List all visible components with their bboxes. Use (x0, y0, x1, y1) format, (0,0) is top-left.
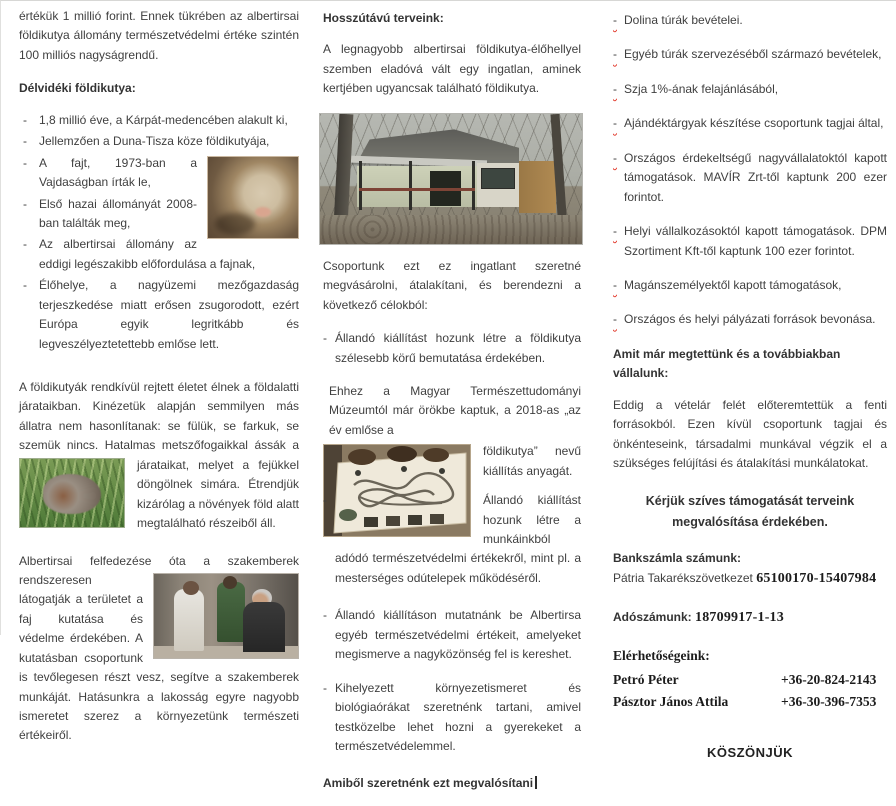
thank-you-text: KÖSZÖNJÜK (706, 745, 794, 761)
molerat-in-grass-photo (19, 458, 125, 528)
column-middle (323, 9, 581, 806)
bullet-dash-misspelled: - (613, 312, 617, 327)
museum-wrap-with-photo (323, 442, 581, 602)
porch-post (409, 161, 412, 210)
contact-block (613, 645, 887, 712)
bullet-dash: - (23, 134, 27, 149)
funding-item (613, 80, 887, 99)
list-item (19, 154, 299, 193)
heading-funding-sources (323, 774, 581, 793)
cottage-property-photo (319, 113, 583, 245)
bullet-dash-misspelled: - (613, 81, 617, 96)
purchase-paragraph: Csoportunk ezt ez ingatlant szeretné megvásárolni, átalakítani, és berendezni a következő célokból: (323, 258, 581, 312)
bullet-dash-misspelled: - (613, 150, 617, 165)
intro-paragraph: értékük 1 millió forint. Ennek tükrében az albertirsai földikutya állomány természetvédelmi értéke szintén 100 milliós nagyságrendű. (19, 9, 299, 62)
bullet-dash: - (23, 196, 27, 211)
contact-phone: +36-20-824-2143 (781, 672, 877, 688)
person-head (223, 576, 237, 589)
funding-item-text: Országos és helyi pályázati források bevonása. (624, 312, 876, 327)
tax-number: 18709917-1-13 (695, 609, 784, 625)
list-item-text: Az albertirsai állomány az eddigi legészakibb előfordulása a fajnak, (39, 237, 256, 271)
list-wrap-with-photo (19, 154, 299, 356)
museum-paragraph-end: földikutya” nevű kiállítás anyagát. (483, 444, 581, 478)
plan-bullet-other-values (323, 606, 581, 664)
hidden-life-paragraph (19, 378, 299, 534)
paragraph-text: látogatják a területet a faj kutatása és védelme érdekében. A kutatásban csoportunk is tevőlegesen részt vesz, segítve a szakemberek munkáját. Hatásunkra a lakosság egyre nagyobb ismeretet szerez a környezetünk természeti értékeiről. (19, 592, 299, 743)
funding-item-text: Szja 1%-ának felajánlásából, (624, 81, 779, 96)
column-right (613, 11, 887, 777)
person-head (183, 581, 199, 595)
list-item-text: 1,8 millió éve, a Kárpát-medencében alakult ki, (39, 112, 288, 127)
bank-account-number: 65100170-15407984 (756, 571, 877, 587)
funding-item-text: Helyi vállalkozásoktól kapott támogatások. DPM Szortiment Kft-től kaptunk 100 ezer forintot. (624, 224, 887, 258)
person-green-jacket (217, 582, 245, 642)
bullet-dash: - (323, 493, 327, 508)
funding-item-text: Egyéb túrák szervezéséből származó bevételek, (624, 47, 882, 62)
bank-name: Pátria Takarékszövetkezet (613, 571, 753, 586)
plan-bullet-lessons (323, 679, 581, 757)
bullet-dash-misspelled: - (613, 116, 617, 131)
column-left (19, 7, 299, 760)
bullet-text: Állandó kiállítást hozunk létre a munkáinkból adódó természetvédelmi értékekről, mint pl. a mesterséges odútelepek működéséről. (335, 493, 581, 585)
bullet-dash: - (323, 331, 327, 346)
funding-item-text: Ajándéktárgyak készítése csoportunk tagjai által, (624, 116, 884, 131)
species-bullet-list (19, 111, 299, 356)
contact-heading: Elérhetőségeink: (613, 648, 710, 664)
bullet-dash: - (23, 278, 27, 293)
list-item-text: Élőhelye, a nagyüzemi mezőgazdaság terjeszkedése miatt erősen zsugorodott, ezért Európa egyik legritkább és legveszélyeztetettebb emlőse lett. (39, 278, 299, 351)
funding-item (613, 11, 887, 30)
contact-name: Petró Péter (613, 672, 679, 688)
funding-item (613, 45, 887, 64)
contact-row (613, 691, 887, 713)
porch-post (359, 161, 362, 210)
tax-number-label: Adószámunk: (613, 609, 692, 624)
bullet-dash-misspelled: - (613, 224, 617, 239)
porch-rail (359, 188, 474, 191)
bullet-text: Állandó kiállításon mutatnánk be Albertirsa egyéb természetvédelmi értékeit, amelyeket megismerve a nagyközönség fel is kereshet. (335, 608, 581, 662)
bullet-dash: - (323, 680, 327, 695)
bullet-dash-misspelled: - (613, 13, 617, 27)
bank-account-label: Bankszámla számunk: (613, 550, 742, 565)
researchers-photo (153, 573, 299, 659)
bullet-dash: - (23, 155, 27, 170)
funding-item-text: Dolina túrák bevételei. (624, 13, 743, 27)
list-item-text: Jellemzően a Duna-Tisza köze földikutyája, (39, 134, 270, 149)
contact-name: Pásztor János Attila (613, 693, 729, 709)
museum-paragraph-start: Ehhez a Magyar Természettudományi Múzeumtól már örökbe kaptuk, a 2018-as „az év emlőse a (329, 383, 581, 437)
funding-item (613, 149, 887, 207)
tax-number-line (613, 607, 887, 630)
funding-item (613, 276, 887, 295)
cottage-window (481, 168, 514, 188)
list-item-text: Első hazai állományát 2008-ban találták meg, (39, 196, 197, 230)
list-item (19, 195, 299, 234)
bullet-text: Kihelyezett környezetismeret és biológiaórákat szeretnénk tartani, amivel testközelbe lehet hozni a gyerekeket a természetvédelemmel. (335, 680, 581, 753)
accomplishments-paragraph: Eddig a vételár felét előteremtettük a fenti forrásokból. Ezen kívül csoportunk tagjai és önkénteseink, társadalmi munkával végzik el a szükséges felújítási és átalakítási munkálatokat. (613, 397, 887, 470)
funding-item (613, 310, 887, 329)
text-cursor (535, 776, 537, 789)
porch-post (472, 161, 475, 210)
bullet-dash: - (23, 237, 27, 252)
contact-row (613, 669, 887, 691)
funding-item-text: Magánszemélyektől kapott támogatások, (624, 277, 842, 292)
bullet-dash-misspelled: - (613, 47, 617, 62)
plan-bullet-exhibition (323, 329, 581, 368)
heading-long-term-plans: Hosszútávú terveink: (323, 11, 444, 25)
bullet-dash-misspelled: - (613, 277, 617, 292)
list-item (19, 235, 299, 274)
list-item (19, 276, 299, 354)
leafy-ground (320, 215, 582, 244)
plan-bullet-values (323, 491, 581, 588)
paragraph-text: A földikutyák rendkívül rejtett életet élnek a földalatti járataikban. Kinézetük alapján semmilyen más állatra nem hasonlítanak: se fülük, se farkuk, se szemük nincs. Hatalmas metszőfogaikkal ássák a járataikat, melyet a (19, 380, 299, 472)
list-item (19, 111, 299, 130)
molerat-body (43, 474, 101, 514)
funding-item-text: Országos érdekeltségű nagyvállalatoktól kapott támogatások. MAVÍR Zrt-től kaptunk 200 ezer forintot. (624, 150, 887, 204)
bank-account-line (613, 568, 887, 591)
person-white-shirt (174, 589, 204, 651)
research-paragraph (19, 552, 299, 746)
list-item (19, 132, 299, 151)
heading-delvideki-foldikutya: Délvidéki földikutya: (19, 81, 136, 96)
list-item-text: A fajt, 1973-ban a Vajdaságban írták le, (39, 155, 197, 190)
bullet-text: Állandó kiállítást hozunk létre a földikutya szélesebb körű bemutatása érdekében. (335, 331, 581, 365)
bullet-dash: - (23, 112, 27, 127)
funding-item (613, 222, 887, 261)
bullet-dash: - (323, 608, 327, 623)
heading-text: Amiből szeretnénk ezt megvalósítani (323, 776, 534, 791)
contact-phone: +36-30-396-7353 (781, 693, 877, 709)
funding-item (613, 114, 887, 133)
person-dark-shirt (243, 602, 285, 652)
wooden-shed-door (519, 161, 556, 213)
heading-accomplishments: Amit már megtettünk és a továbbiakban vállalunk: (613, 346, 841, 381)
property-paragraph: A legnagyobb albertirsai földikutya-élőhellyel szemben eladóvá vált egy ingatlan, aminek kertjében ugyancsak található földikutya. (323, 42, 581, 96)
paragraph-text: Albertirsai felfedezése óta a szakemberek rendszeresen (19, 553, 299, 587)
paragraph-text: fejükkel döngölnek simára. Étrendjük kizárólag a növények föld alatt megtalálható részeiből áll. (137, 457, 299, 531)
support-request: Kérjük szíves támogatását terveink megvalósítása érdekében. (645, 494, 855, 530)
